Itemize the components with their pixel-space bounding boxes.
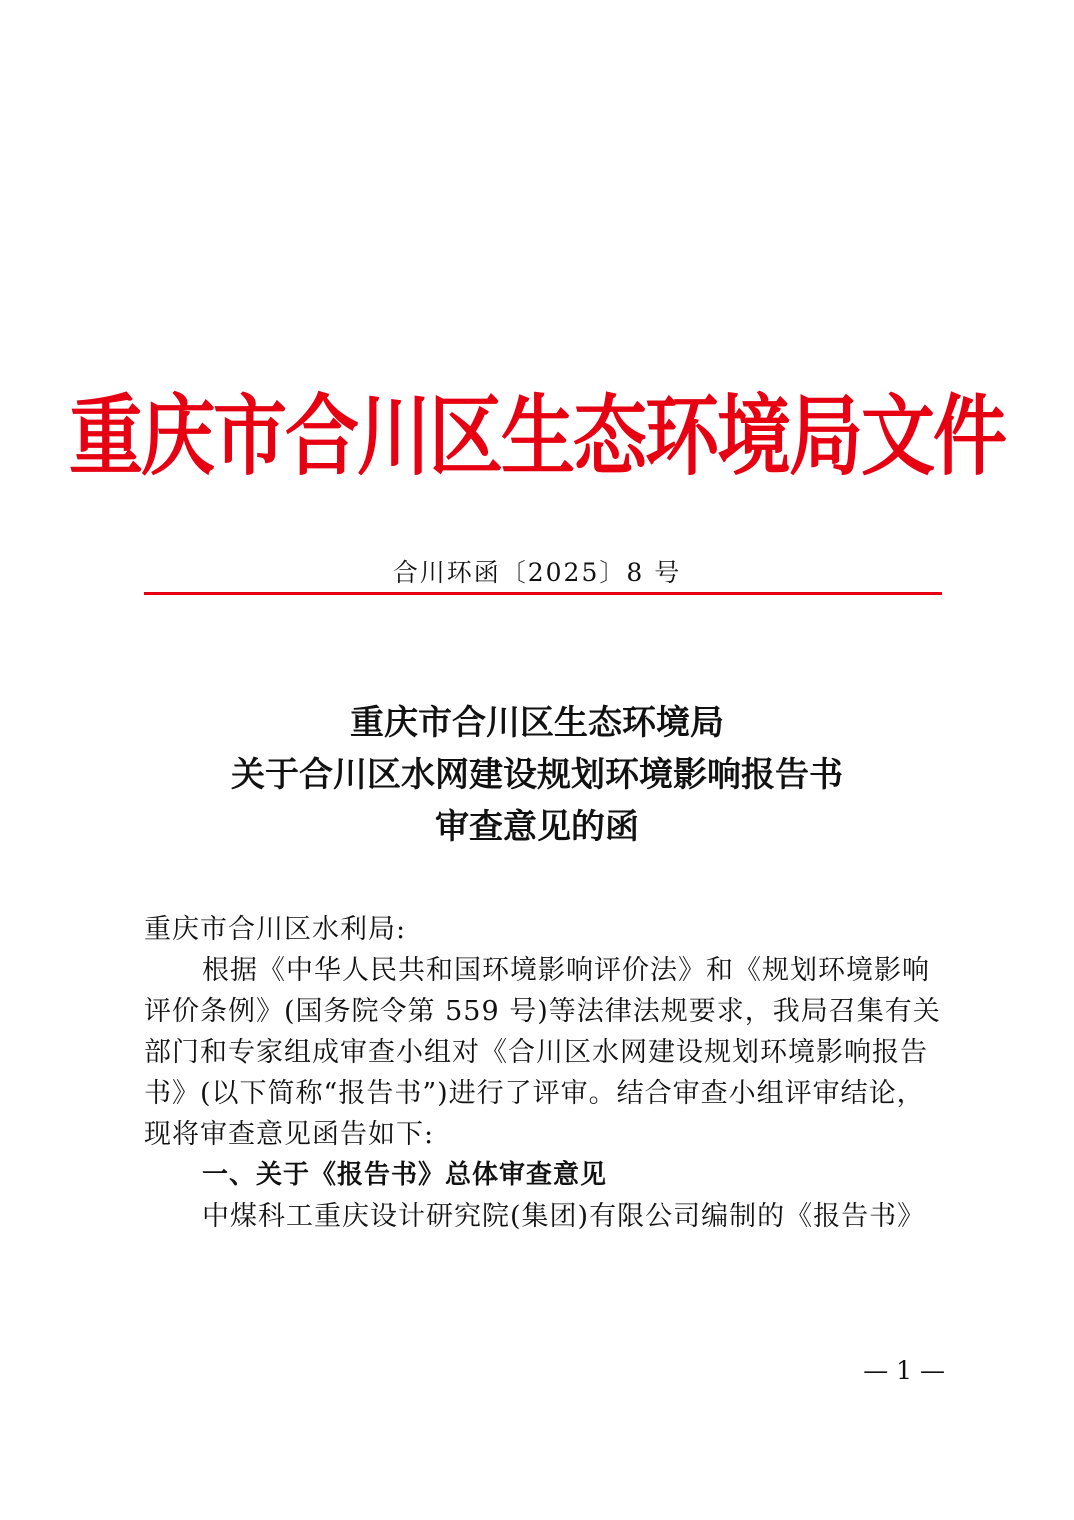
document-title [0,697,1074,853]
title-line-1: 重庆市合川区生态环境局 [350,703,724,743]
title-line-2: 关于合川区水网建设规划环境影响报告书 [231,755,843,795]
document-number: 合川环函〔2025〕8 号 [392,558,682,587]
paragraph-1-line-5: 现将审查意见函告如下: [144,1119,435,1150]
paragraph-1-line-1: 根据《中华人民共和国环境影响评价法》和《规划环境影响 [202,955,930,986]
paragraph-2-line-1: 中煤科工重庆设计研究院(集团)有限公司编制的《报告书》 [202,1201,926,1232]
document-body [144,909,942,1237]
addressee: 重庆市合川区水利局: [144,914,407,945]
red-masthead: 重庆市合川区生态环境局文件 [69,386,1005,488]
section-heading-1: 一、关于《报告书》总体审查意见 [202,1160,608,1190]
paragraph-1-line-4: 书》(以下简称“报告书”)进行了评审。结合审查小组评审结论， [144,1078,925,1109]
red-divider-line [144,592,942,595]
paragraph-1-line-2: 评价条例》(国务院令第 559 号)等法律法规要求，我局召集有关 [144,996,941,1027]
title-line-3: 审查意见的函 [435,807,639,847]
page-number: — 1 — [863,1356,945,1385]
paragraph-1-line-3: 部门和专家组成审查小组对《合川区水网建设规划环境影响报告 [144,1037,928,1068]
